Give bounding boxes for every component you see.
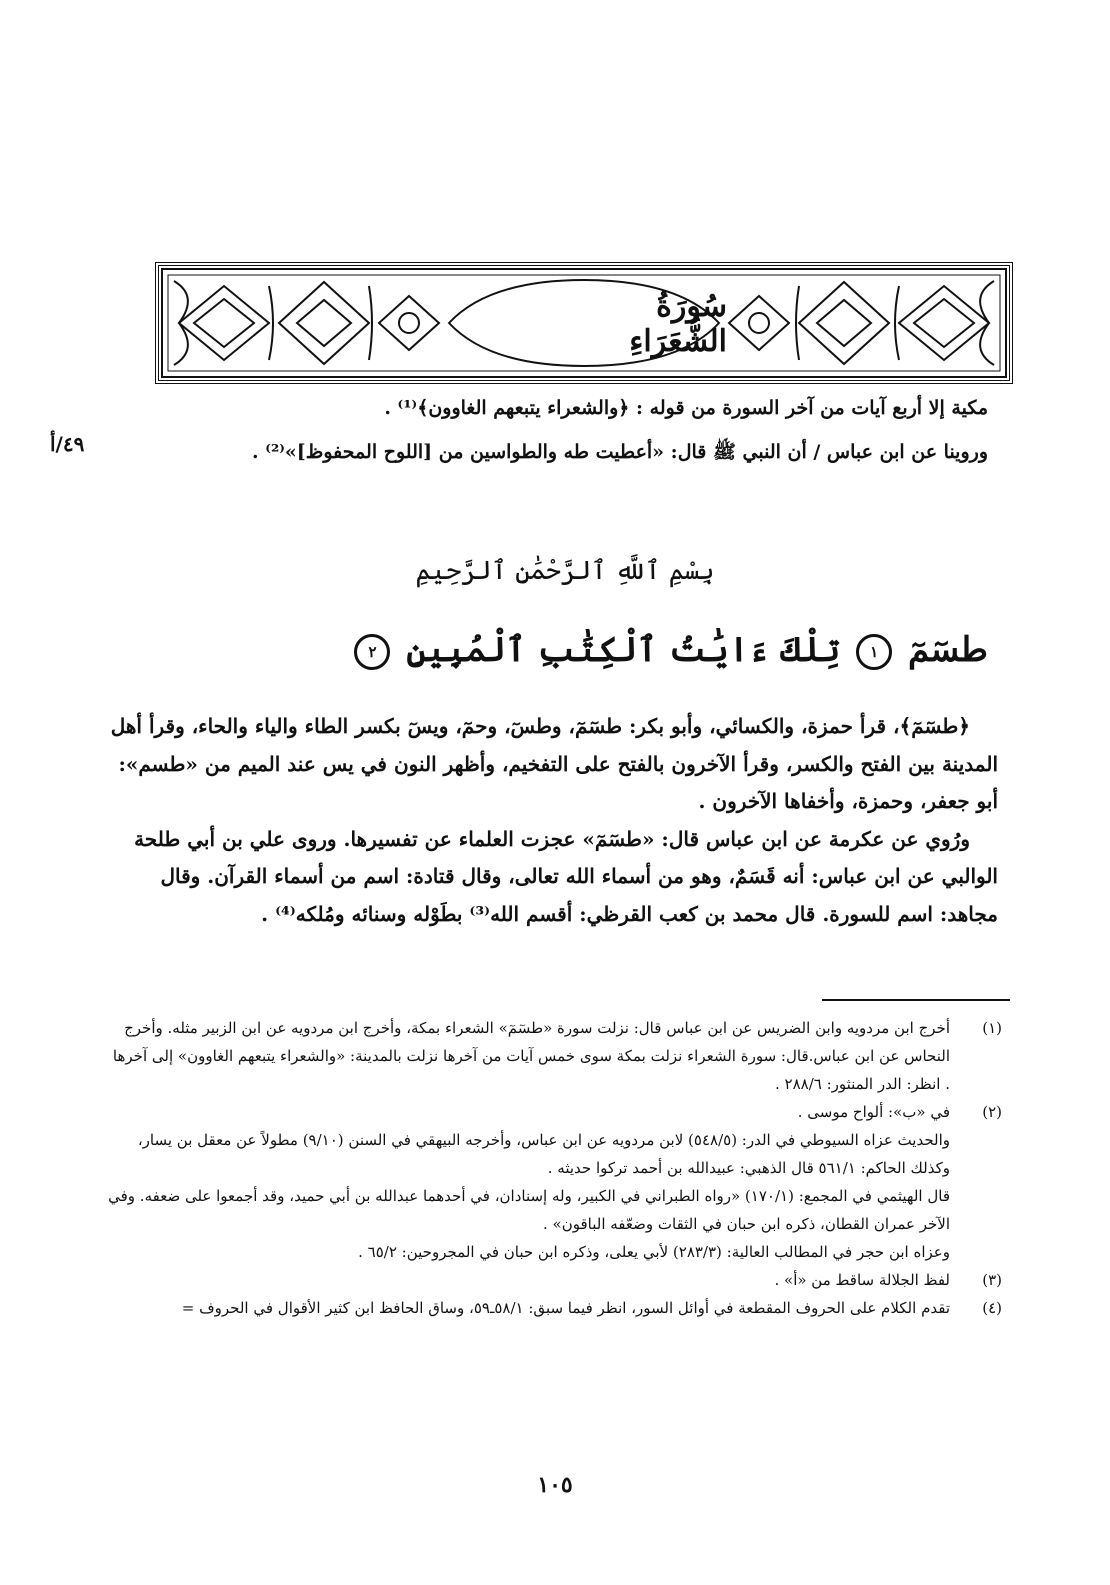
footnote-number: (٣) — [982, 1271, 1002, 1289]
footnote-text: لفظ الجلالة ساقط من «أ» . — [774, 1271, 950, 1289]
commentary-paragraph: ﴿طسٓمٓ﴾، قرأ حمزة، والكسائي، وأبو بكر: طسٓمٓ، وطسٓ، وحمٓ، ويسٓ بكسر الطاء والياء والحاء، وقرأ أهل المدينة بين الفتح والكسر، وقرأ الآخرون بالفتح على التفخيم، وأظهر النون في يس عند الميم من «طسم»: أبو جعفر، وحمزة، وأخفاها الآخرون . — [110, 714, 998, 813]
ayah-number-marker: ٢ — [354, 634, 390, 670]
verse-text-part-1: طسٓمٓ — [907, 630, 988, 670]
footnote-text: تقدم الكلام على الحروف المقطعة في أوائل السور، انظر فيما سبق: ٥٨/١ـ٥٩، وساق الحافظ ابن كثير الأقوال في الحروف = — [181, 1299, 950, 1317]
ayah-number-marker: ١ — [856, 634, 892, 670]
footnote-text: أخرج ابن مردويه وابن الضريس عن ابن عباس قال: نزلت سورة «طسٓمٓ» الشعراء بمكة، وأخرج ابن مردويه عن ابن الزبير مثله. وأخرج النحاس عن ابن عباس.قال: سورة الشعراء نزلت بمكة سوى خمس آيات من آخرها نزلت بالمدينة: «والشعراء يتبعهم الغاوون» إلى آخرها . انظر: الدر المنثور: ٢٨٨/٦ . — [112, 1019, 950, 1093]
verse-text-part-2: تِلْكَ ءَايَٰتُ ٱلْكِتَٰبِ ٱلْمُبِينِ — [406, 630, 841, 670]
intro-line-2: وروينا عن ابن عباس / أن النبي ﷺ قال: «أعطيت طه والطواسين من [اللوح المحفوظ]»⁽²⁾ . — [252, 441, 988, 463]
footnote-number: (١) — [982, 1019, 1002, 1037]
footnote — [107, 1014, 1002, 1098]
footnote-text: وعزاه ابن حجر في المطالب العالية: (٢٨٣/٣) لأبي يعلى، وذكره ابن حبان في المجروحين: ٦٥/٢ . — [358, 1243, 950, 1261]
basmala: بِسْمِ ٱللَّهِ ٱلرَّحْمَٰنِ ٱلرَّحِيمِ — [415, 556, 715, 586]
commentary-body — [108, 708, 998, 933]
footnotes — [107, 1014, 1002, 1322]
quran-verse — [188, 618, 988, 688]
footnote — [107, 1294, 1002, 1322]
footnote-text: في «ب»: ألواح موسى . — [797, 1103, 950, 1121]
footnote-text: والحديث عزاه السيوطي في الدر: (٥٤٨/٥) لابن مردويه عن ابن عباس، وأخرجه البيهقي في السنن (٩/١٠) مطولاً عن معقل بن يسار، وكذلك الحاكم: ٥٦١/١ قال الذهبي: عبيدالله بن أحمد تركوا حديثه . — [137, 1131, 950, 1177]
page-number: ١٠٥ — [537, 1472, 573, 1498]
footnote-text: قال الهيثمي في المجمع: (١٧٠/١) «رواه الطبراني في الكبير، وله إسنادان، في أحدهما عبدالله بن أبي حميد، وقد أجمعوا على ضعفه. وفي الآخر عمران القطان، ذكره ابن حبان في الثقات وضعّفه الباقون» . — [108, 1187, 950, 1233]
footnote — [107, 1098, 1002, 1266]
commentary-paragraph: ورُوي عن عكرمة عن ابن عباس قال: «طسٓمٓ» عجزت العلماء عن تفسيرها. وروى علي بن أبي طلحة الوالبي عن ابن عباس: أنه قَسَمٌ، وهو من أسماء الله تعالى، وقال قتادة: اسم من أسماء القرآن. وقال مجاهد: اسم للسورة. قال محمد بن كعب القرظي: أقسم الله⁽³⁾ بطَوْله وسنائه ومُلكه⁽⁴⁾ . — [134, 826, 998, 926]
footnote — [107, 1266, 1002, 1294]
manuscript-folio-reference: ٤٩/أ — [50, 432, 85, 456]
surah-header-ornament — [155, 262, 1013, 384]
footnote-number: (٤) — [982, 1299, 1002, 1317]
footnote-separator — [822, 999, 1010, 1001]
intro-line-1: مكية إلا أربع آيات من آخر السورة من قوله : ﴿والشعراء يتبعهم الغاوون﴾⁽¹⁾ . — [384, 397, 988, 419]
footnote-number: (٢) — [982, 1103, 1002, 1121]
surah-title: سُورَةُ الشُّعَرَاءِ — [629, 289, 727, 359]
